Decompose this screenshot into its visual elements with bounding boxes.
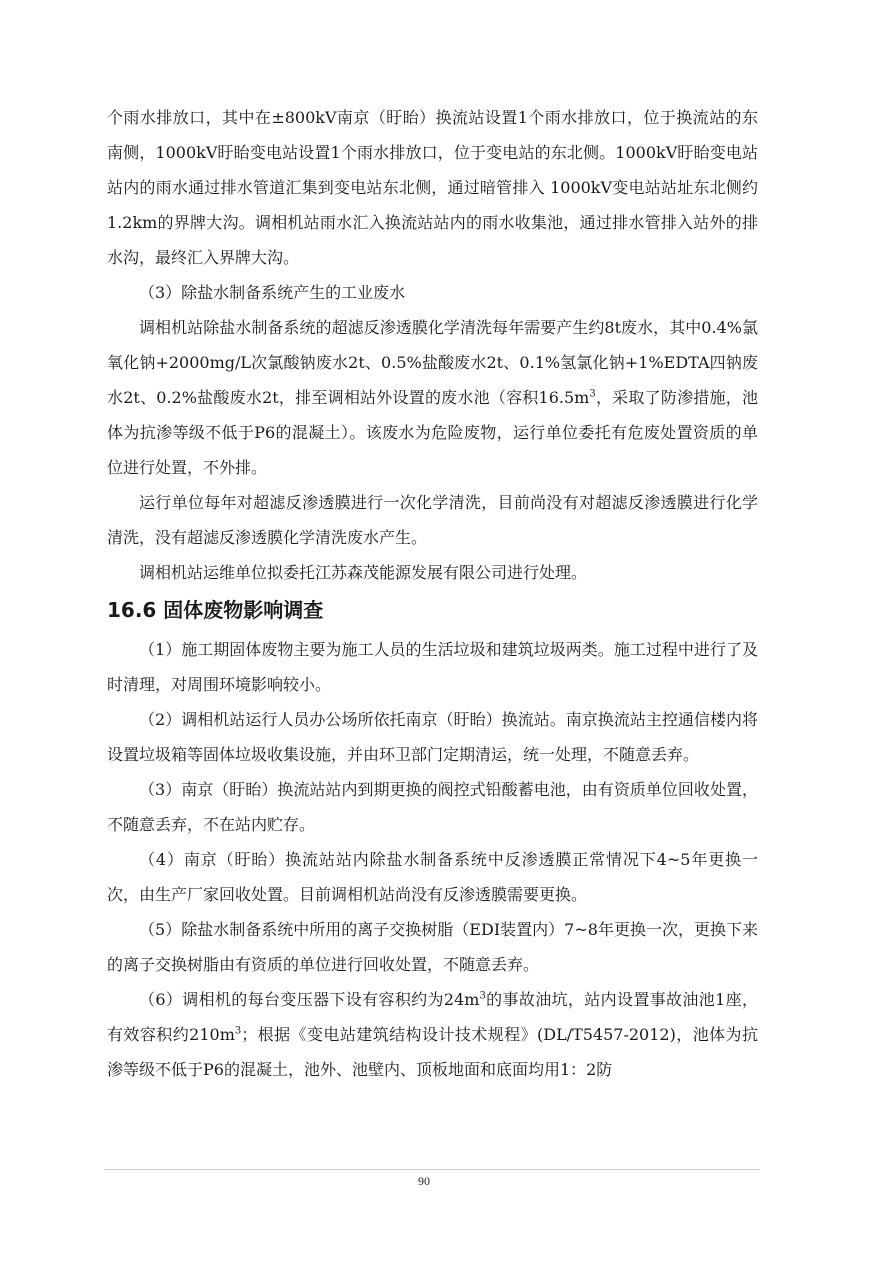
text-run: ，采取了防渗措施，池体为抗渗等级不低于P6的混凝土）。该废水为危险废物，运行单位委托有危废处置资质的单位进行处置，不外排。 [107, 388, 758, 477]
text-run: 调相机站除盐水制备系统的超滤反渗透膜化学清洗每年需要产生约8t废水，其中0.4%氯氧化钠+2000mg/L次氯酸钠废水2t、0.5%盐酸废水2t、0.1%氢氯化钠+1%EDTA四钠废水2t、0.2%盐酸废水2t，排至调相站外设置的废水池（容积16.5m [107, 318, 758, 407]
text-run: 的事故油坑，站内设置事故油池1座，有效容积约210m [107, 990, 758, 1044]
superscript: 3 [479, 990, 486, 1002]
paragraph-contracted-disposal: 调相机站运维单位拟委托江苏森茂能源发展有限公司进行处理。 [139, 563, 588, 582]
paragraph-membrane-cleaning-wastewater [107, 310, 758, 485]
paragraph-rainwater-outlets: 个雨水排放口，其中在±800kV南京（盱眙）换流站设置1个雨水排放口，位于换流站的东南侧，1000kV盱眙变电站设置1个雨水排放口，位于变电站的东北侧。1000kV盱眙变电站站内的雨水通过排水管道汇集到变电站东北侧，通过暗管排入 1000kV变电站站址东北侧约1.2km的界牌大沟。调相机站雨水汇入换流站站内的雨水收集池，通过排水管排入站外的排水沟，最终汇入界牌大沟。 [107, 108, 758, 267]
list-item-construction-waste: （1）施工期固体废物主要为施工人员的生活垃圾和建筑垃圾两类。施工过程中进行了及时清理，对周围环境影响较小。 [107, 640, 758, 694]
superscript: 3 [589, 388, 596, 400]
superscript: 3 [234, 1025, 242, 1037]
text-run: （6）调相机的每台变压器下设有容积约为24m [139, 990, 480, 1009]
list-item-office-waste: （2）调相机站运行人员办公场所依托南京（盱眙）换流站。南京换流站主控通信楼内将设置垃圾箱等固体垃圾收集设施，并由环卫部门定期清运，统一处理，不随意丢弃。 [107, 710, 758, 764]
paragraph-annual-cleaning: 运行单位每年对超滤反渗透膜进行一次化学清洗，目前尚没有对超滤反渗透膜进行化学清洗，没有超滤反渗透膜化学清洗废水产生。 [107, 493, 758, 547]
list-item-ion-exchange-resin: （5）除盐水制备系统中所用的离子交换树脂（EDI装置内）7~8年更换一次，更换下来的离子交换树脂由有资质的单位进行回收处置，不随意丢弃。 [107, 920, 758, 974]
page-content [107, 100, 758, 1087]
item-heading-industrial-wastewater: （3）除盐水制备系统产生的工业废水 [139, 283, 406, 302]
text-run: ；根据《变电站建筑结构设计技术规程》(DL/T5457-2012)，池体为抗渗等级不低于P6的混凝土，池外、池壁内、顶板地面和底面均用1：2防 [107, 1025, 758, 1079]
footer-divider [104, 1169, 760, 1170]
section-heading: 16.6 固体废物影响调查 [107, 598, 324, 622]
list-item-ro-membranes: （4）南京（盱眙）换流站站内除盐水制备系统中反渗透膜正常情况下4~5年更换一次，由生产厂家回收处置。目前调相机站尚没有反渗透膜需要更换。 [107, 850, 758, 904]
list-item-batteries: （3）南京（盱眙）换流站站内到期更换的阀控式铅酸蓄电池，由有资质单位回收处置，不随意丢弃，不在站内贮存。 [107, 780, 758, 834]
list-item-oil-pit [107, 982, 758, 1087]
page-number: 90 [418, 1174, 430, 1188]
